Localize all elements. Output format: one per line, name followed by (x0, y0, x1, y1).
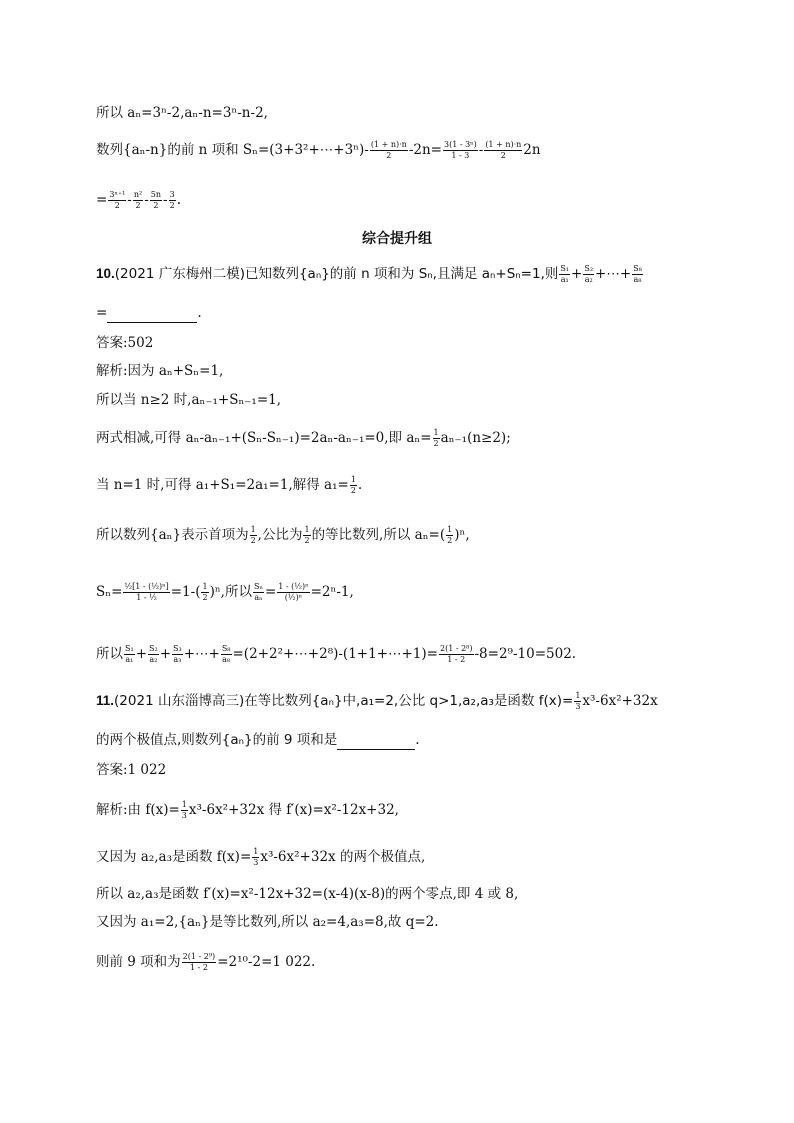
fraction (446, 525, 453, 546)
text: -2n= (408, 142, 442, 158)
denominator: 2 (114, 201, 120, 210)
q11-stem-line-1 (96, 691, 658, 712)
denominator: aₙ (254, 593, 263, 602)
numerator: 3 (169, 190, 175, 199)
denominator: 1 - ½ (136, 593, 157, 602)
denominator: 1 - 2 (189, 963, 208, 972)
text: . (197, 305, 202, 321)
numerator: 2(1 - 2⁹) (182, 952, 216, 961)
question-number: 10. (96, 266, 115, 281)
numerator: 2(1 - 2⁸) (439, 644, 473, 653)
denominator: a₁ (560, 275, 569, 284)
denominator: 3 (253, 858, 259, 867)
text: x³-6x²+32x 得 f′(x)=x²-12x+32, (188, 802, 399, 818)
fraction (574, 691, 581, 712)
text: )ⁿ, (454, 527, 470, 543)
answer-label: 答案 (96, 762, 123, 778)
numerator: S₂ (584, 264, 594, 273)
analysis-label: 解析 (96, 363, 123, 379)
text: 数列{aₙ-n}的前 n 项和 Sₙ=(3+3²+⋯+3ⁿ)- (96, 142, 369, 158)
text: 所以 aₙ=3ⁿ-2,aₙ-n=3ⁿ-n-2, (96, 105, 268, 121)
fraction (277, 582, 309, 603)
text: 又因为 a₂,a₃是函数 f(x)= (96, 849, 252, 865)
fraction (250, 525, 257, 546)
numerator: ½[1 - (½)ⁿ] (124, 582, 169, 591)
numerator: S₁ (125, 644, 134, 653)
denominator: 1 - 3 (451, 151, 470, 160)
q11-analysis-line-5 (96, 952, 315, 973)
denominator: 2 (500, 151, 506, 160)
analysis-label: 解析 (96, 802, 123, 818)
q10-analysis-line-5 (96, 525, 470, 546)
numerator: S₂ (149, 644, 158, 653)
text: . (357, 477, 363, 493)
denominator: a₈ (633, 275, 642, 284)
text: aₙ₋₁(n≥2); (440, 430, 511, 446)
numerator: (1 + n)·n (370, 140, 407, 149)
text: - (478, 142, 484, 158)
denominator: a₃ (173, 655, 182, 664)
denominator: 2 (447, 536, 453, 545)
denominator: 2 (350, 486, 356, 495)
numerator: Sₙ (253, 582, 263, 591)
text: 的等比数列,所以 aₙ=( (311, 527, 446, 543)
denominator: a₂ (149, 655, 158, 664)
text: =2ⁿ-1, (310, 584, 354, 600)
text: 两式相减,可得 aₙ-aₙ₋₁+(Sₙ-Sₙ₋₁)=2aₙ-aₙ₋₁=0,即 aₙ= (96, 430, 432, 446)
text: . (415, 732, 420, 748)
q11-analysis-line-3 (96, 884, 518, 904)
numerator: (1 + n)·n (485, 140, 522, 149)
answer-value: :502 (123, 335, 154, 351)
fraction (123, 582, 169, 603)
question-number: 11. (96, 693, 115, 708)
text: :由 f(x)= (123, 802, 180, 818)
q10-analysis-line-4 (96, 475, 362, 496)
fraction (632, 264, 643, 285)
fraction (133, 190, 143, 211)
q11-analysis-line-1 (96, 800, 399, 821)
fraction (583, 264, 594, 285)
fraction (443, 140, 478, 161)
question-stem: (2021 广东梅州二模)已知数列{aₙ}的前 n 项和为 Sₙ,且满足 aₙ+Sₙ=1,则 (114, 266, 559, 282)
denominator: a₈ (222, 655, 231, 664)
q10-analysis-line-1 (96, 361, 223, 381)
denominator: 3 (181, 811, 187, 820)
q11-answer (96, 760, 166, 780)
fraction (370, 140, 408, 161)
denominator: 2 (202, 593, 208, 602)
fraction (181, 800, 188, 821)
text: - (163, 192, 168, 208)
denominator: (½)ⁿ (284, 593, 303, 602)
section-heading: 综合提升组 (362, 231, 432, 247)
denominator: 2 (135, 201, 141, 210)
fraction (303, 525, 310, 546)
fraction (124, 644, 135, 665)
text: -8=2⁹-10=502. (474, 646, 577, 662)
numerator: 1 (250, 525, 256, 534)
q10-stem-line-1 (96, 264, 644, 285)
fraction (252, 847, 259, 868)
fraction (201, 582, 208, 603)
numerator: 1 - (½)ⁿ (278, 582, 309, 591)
fraction (150, 190, 162, 211)
question-stem: (2021 山东淄博高三)在等比数列{aₙ}中,a₁=2,公比 q>1,a₂,a₃是函数 f(x)= (114, 693, 574, 709)
denominator: 2 (250, 536, 256, 545)
q11-analysis-line-2 (96, 847, 425, 868)
text: x³-6x²+32x (582, 693, 658, 709)
numerator: 1 (202, 582, 208, 591)
numerator: 1 (433, 428, 439, 437)
q10-analysis-line-2 (96, 390, 281, 410)
text: x³-6x²+32x 的两个极值点, (260, 849, 426, 865)
text: 所以 (96, 646, 123, 662)
text: 则前 9 项和为 (96, 954, 181, 970)
denominator: 2 (386, 151, 392, 160)
fraction (439, 644, 474, 665)
numerator: 1 (181, 800, 187, 809)
denominator: 1 - 2 (447, 655, 466, 664)
fraction (221, 644, 232, 665)
text: . (176, 192, 181, 208)
numerator: 1 (350, 475, 356, 484)
fraction (484, 140, 522, 161)
numerator: S₈ (633, 264, 642, 273)
denominator: a₂ (584, 275, 593, 284)
fraction (350, 475, 357, 496)
fraction (559, 264, 570, 285)
answer-value: :1 022 (123, 762, 167, 778)
text: Sₙ= (96, 584, 123, 600)
text: 2n (523, 142, 541, 158)
numerator: 1 (304, 525, 310, 534)
numerator: S₁ (560, 264, 570, 273)
text: 所以 a₂,a₃是函数 f′(x)=x²-12x+32=(x-4)(x-8)的两个零点,即 4 或 8, (96, 886, 519, 902)
fraction (182, 952, 217, 973)
text: = (96, 192, 108, 208)
text: =1-( (170, 584, 201, 600)
numerator: 1 (253, 847, 259, 856)
q10-analysis-line-7 (96, 644, 576, 665)
denominator: 2 (433, 439, 439, 448)
numerator: 1 (447, 525, 453, 534)
fraction (148, 644, 159, 665)
text: = (96, 305, 108, 321)
q11-stem-line-2 (96, 730, 420, 750)
numerator: 3ⁿ⁺¹ (109, 190, 126, 199)
text: +⋯+ (183, 646, 220, 662)
numerator: S₃ (173, 644, 182, 653)
text: 所以数列{aₙ}表示首项为 (96, 527, 249, 543)
text: =2¹⁰-2=1 022. (217, 954, 316, 970)
answer-blank[interactable] (337, 735, 415, 750)
text: + (135, 646, 147, 662)
numerator: n² (133, 190, 143, 199)
text: - (144, 192, 149, 208)
fraction (172, 644, 183, 665)
text: :因为 aₙ+Sₙ=1, (123, 363, 224, 379)
fraction (169, 190, 176, 211)
text: +⋯+ (595, 266, 632, 282)
text: ,公比为 (257, 527, 303, 543)
numerator: 1 (575, 691, 581, 700)
denominator: 3 (575, 702, 581, 711)
sol9-line-3 (96, 190, 181, 211)
q10-analysis-line-6 (96, 582, 354, 603)
fraction (253, 582, 264, 603)
text: - (127, 192, 132, 208)
denominator: 2 (169, 201, 175, 210)
text: )ⁿ,所以 (209, 584, 252, 600)
text: =(2+2²+⋯+2⁸)-(1+1+⋯+1)= (232, 646, 438, 662)
sol9-line-1 (96, 103, 268, 123)
text: 当 n=1 时,可得 a₁+S₁=2a₁=1,解得 a₁= (96, 477, 349, 493)
text: + (159, 646, 171, 662)
q10-answer (96, 333, 153, 353)
text: + (571, 266, 583, 282)
text: 又因为 a₁=2,{aₙ}是等比数列,所以 a₂=4,a₃=8,故 q=2. (96, 914, 439, 930)
denominator: 2 (304, 536, 310, 545)
denominator: a₁ (125, 655, 134, 664)
answer-label: 答案 (96, 335, 123, 351)
text: 的两个极值点,则数列{aₙ}的前 9 项和是 (96, 732, 338, 748)
q10-stem-line-2 (96, 303, 202, 323)
denominator: 2 (153, 201, 159, 210)
text: = (264, 584, 277, 600)
sol9-line-2 (96, 140, 541, 161)
numerator: 5n (150, 190, 162, 199)
q10-analysis-line-3 (96, 428, 511, 449)
text: 所以当 n≥2 时,aₙ₋₁+Sₙ₋₁=1, (96, 392, 282, 408)
answer-blank[interactable] (107, 308, 197, 323)
q11-analysis-line-4 (96, 912, 439, 932)
numerator: 3(1 - 3ⁿ) (443, 140, 477, 149)
numerator: S₈ (221, 644, 231, 653)
fraction (433, 428, 440, 449)
fraction (108, 190, 126, 211)
